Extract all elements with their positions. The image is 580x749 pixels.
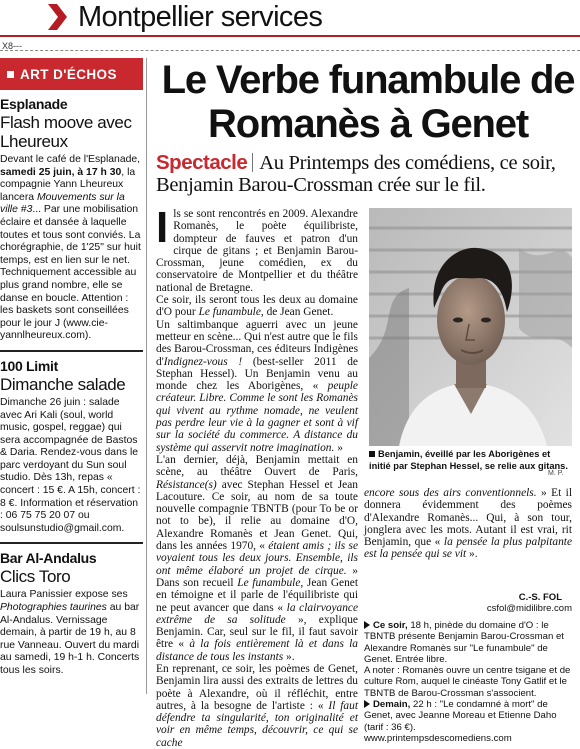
drop-cap: I [156,203,169,252]
caption-text: Benjamin, éveillé par les Aborigènes et initié par Stephan Hessel, se relie aux gitans. [369,449,568,471]
brief-headline: Clics Toro [0,567,71,587]
author-name: C.-S. FOL [518,592,562,603]
brief-work-title: Photographies taurines [0,602,107,614]
info-label: Demain, [373,699,411,711]
brief-kicker: Esplanade [0,96,68,112]
article-text: ». [283,650,295,663]
chevron-right-icon [45,4,67,30]
article-text: », explique Benjamin. Car, seul sur le fil, il faut savoir être « [156,613,358,651]
triangle-right-icon [364,700,370,708]
dashed-divider [0,50,580,51]
info-text: 22 h : "Le condamné à mort" de Genet, avec Jeanne Moreau et Etienne Daho (tarif : 36 €). [364,699,557,733]
article-quote: encore sous des airs conventionnels. [364,487,537,499]
brief-divider [0,350,143,352]
article-text: avec Stephan Hessel et Jean Lacouture. Ce soir, au nom de sa toute nouvelle compagnie TBNTB (pour To be or not to be), il relie au domaine d'O, Alexandre Romanès et Jean Genet. Qui, dans les années 1970, « [156,478,358,553]
info-website[interactable]: www.printempsdescomediens.com [364,732,512,744]
article-signature [364,592,572,614]
info-tomorrow [364,699,572,733]
deck-separator [252,153,253,172]
article-text: ls se sont rencontrés en 2009. Alexandre Romanès, le poète équilibriste, dompteur de fauves et patron d'un cirque de gitans ; et Benjamin Barou-Crossman, jeune comédien, ex du conservatoire de Montpellier et du théâtre national de Bretagne. [156,208,358,294]
article-quote: à la fois entièrement là et dans la distance de tous les instants [156,638,359,663]
article-text: En reprenant, ce soir, les poèmes de Genet, Benjamin lira aussi des extraits de lettres du poète à Alexandre, où il réfléchit, entre autres, à la besogne de l'artiste : « [156,662,358,712]
author-email: csfol@midilibre.com [486,603,572,614]
article-text: » Et il donnera évidemment des poèmes d'Alexandre Romanès... Qui, à son tour, jonglera avec les mots. Autant il est vrai, rit Benjamin, que « [364,487,572,549]
article-quote: la clairvoyance extrême de sa solitude [156,601,358,626]
info-tonight [364,620,572,665]
brief-body [0,154,143,343]
brief-text: Laura Panissier expose ses [0,589,128,601]
article-text: » Dans son recueil [156,564,358,589]
brief-100-limit [0,358,143,536]
brief-esplanade [0,96,143,343]
section-title: Montpellier services [78,1,323,33]
article-text: ». [466,548,478,561]
article-text: , de Jean Genet. [260,306,334,319]
brief-text: Devant le café de l'Esplanade, [0,154,141,165]
brief-kicker: Bar Al-Andalus [0,550,97,567]
article-quote: la pensée la plus palpitante est la pensée qui se vit [364,536,572,561]
square-bullet-icon [369,451,375,457]
brief-divider [0,542,143,544]
deck-kicker: Spectacle [156,151,248,174]
article-headline: Le Verbe funambule de Romanès à Genet [161,58,575,146]
article-column-2 [364,487,572,561]
page-reference: X8--- [2,41,22,51]
brief-body [0,589,143,677]
article-text: (best-seller 2011 de Stephan Hessel). Un Benjamin venu au monde chez les Aborigènes, « [156,355,358,393]
brief-text: au bar Al-Andalus. Vernissage demain, à partir de 19 h, au 8 rue Vanneau. Ouvert du mardi au samedi, 19 h-1 h. Concerts tous les soirs. [0,602,140,676]
info-label: Ce soir, [373,620,408,631]
brief-headline: Flash moove avec Lheureux [0,113,132,151]
article-text: L'an dernier, déjà, Benjamin mettait en scène, au théâtre Ouvert de Paris, [156,453,358,479]
article-quote: étaient amis ; ils se voyaient tous les deux jours. Ensemble, ils ont même élaboré un projet de cirque. [156,540,359,577]
article-text: Ce soir, ils seront tous les deux au domaine d'O pour [156,294,358,319]
left-column [0,58,143,700]
article-column-1 [156,203,359,749]
brief-text: , la compagnie Yann Lheureux lancera [0,166,136,203]
brief-date: samedi 25 juin, à 17 h 30 [0,166,122,178]
header-rule [0,35,580,37]
work-title: Indignez-vous ! [163,355,243,368]
article-text: , Jean Genet en témoigne et il parle de l'équilibriste qui ne peut avancer que dans « [156,576,359,614]
brief-text: ... Par une mobilisation éclaire et dansée à laquelle toutes et tous sont conviés. La chorégraphie, de 1'25" sur huit temps, est en lien sur le net. Techniquement accessible au plus grand nombre, elle se danse en boucle. Attention : les baskets sont conseillées pour le jour J (www.cie-yannlheureux.com). [0,204,141,342]
section-header [0,0,580,36]
info-note: A noter : Romanès ouvre un centre tsigane et de culture Rom, auquel le cinéaste Tony Gatlif et le TBNTB de Barou-Crossman s'associent. [364,665,571,699]
photo-credit: M. P. [548,470,564,477]
article-deck [156,152,580,196]
column-rule [146,58,147,694]
photo-caption [369,449,572,472]
work-title: Résistance(s) [156,478,217,491]
work-title: Le funambule [237,576,301,589]
article-photo [369,208,572,446]
practical-info [364,620,572,744]
brief-headline: Dimanche salade [0,374,126,394]
work-title: Le funambule [198,306,261,319]
article-quote: Il faut défendre ta singularité, ton originalité et voir en même temps, découvrir, ce qui se cache [156,699,358,749]
brief-bar-al-andalus [0,550,143,677]
triangle-right-icon [364,621,370,629]
band-label: ART D'ÉCHOS [20,66,117,82]
article-quote: peuple créateur. Libre. Comme le sont les Romanès qui vivent au rythme nomade, ne veulent pas perdre leur vie à la gagner et sont à vif sur la société du commerce. A distance du système qui asservit notre imagination. [156,380,358,454]
brief-body: Dimanche 26 juin : salade avec Ari Kali (soul, world music, gospel, reggae) qui sera accompagnée de Bastos & Daria. Rendez-vous dans le parc verdoyant du Sun soul studio. Dès 13h, repas « concert : 15 €. A 15h, concert : 8 €. Information et réservation : 06 75 75 20 07 ou soulsunstudio@gmail.com. [0,396,141,534]
brief-work-title: Mouvements sur la ville #3 [0,191,125,216]
deck-text: Au Printemps des comédiens, ce soir, Benjamin Barou-Crossman crée sur le fil. [156,152,556,196]
brief-kicker: 100 Limit [0,357,58,374]
info-text: 18 h, pinède du domaine d'O : le TBNTB présente Benjamin Barou-Crossman et Alexandre Romanès sur "Le funambule" de Genet. Entrée libre. [364,620,564,665]
art-d-echos-band [0,58,143,90]
article-text: » [334,441,343,454]
article-text: Un saltimbanque aguerri avec un jeune metteur en scène... Qui n'est autre que le fils des Barou-Crossman, ces éditeurs Indigènes d' [156,318,358,368]
